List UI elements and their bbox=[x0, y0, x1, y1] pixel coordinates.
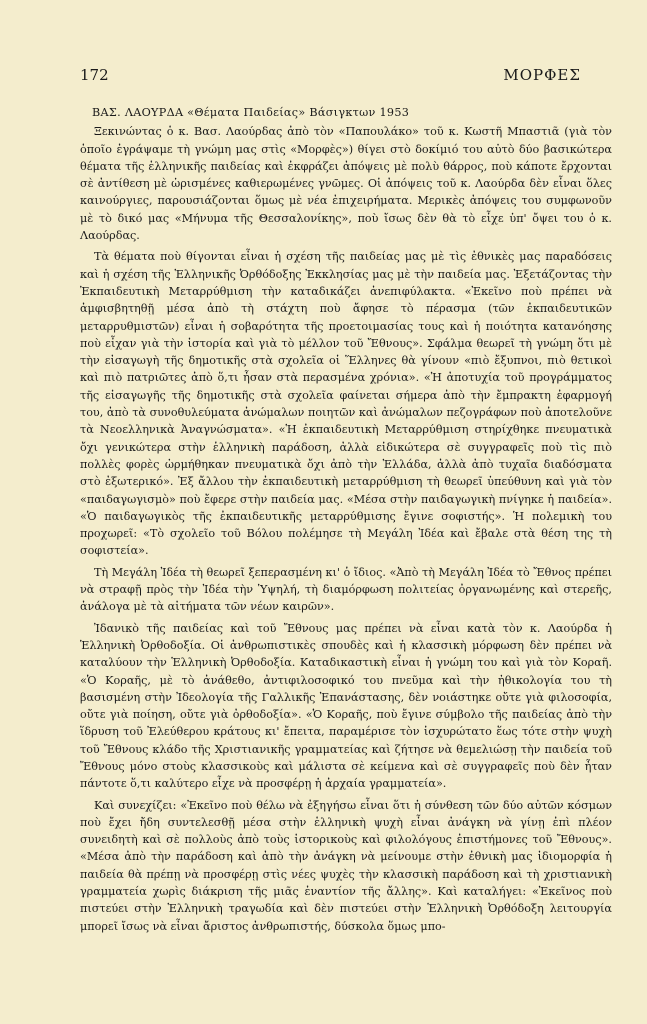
paragraph-2: Τὰ θέματα ποὺ θίγονται εἶναι ἡ σχέση τῆς παιδείας μας μὲ τὶς ἐθνικὲς μας παραδόσεις καὶ ἡ σχέση τῆς Ἑλληνικῆς Ὀρθόδοξης Ἐκκλησίας μας μὲ τὴν παιδεία μας. Ἐξετάζοντας τὴν Ἐκπαιδευτικὴ Μεταρρύθμιση τὴν καταδικάζει ἀνεπιφύλακτα. «Ἐκεῖνο ποὺ πρέπει νὰ ἀμφισβητηθῇ μέσα ἀπὸ τὴ στάχτη ποὺ ἄφησε τὸ πέρασμα (τῶν ἐκπαιδευτικῶν μεταρρυθμιστῶν) εἶναι ἡ σοβαρότητα τῆς προετοιμασίας τους καὶ ἡ ποιότητα κατανόησης ποὺ εἶχαν γιὰ τὴν ἱστορία καὶ γιὰ τὸ μέλλον τοῦ Ἔθνους». Σφάλμα θεωρεῖ τὴ γνώμη ὅτι μὲ τὴν εἰσαγωγὴ τῆς δημοτικῆς στὰ σχολεῖα οἱ Ἕλληνες θὰ γίνουν «πιὸ ἔξυπνοι, πιὸ θετικοὶ καὶ πιὸ πατριῶτες ἀπὸ ὅ,τι ἦσαν στὰ περασμένα χρόνια». «Ἡ ἀποτυχία τοῦ προγράμματος τῆς εἰσαγωγῆς τῆς δημοτικῆς στὰ σχολεῖα φαίνεται σήμερα ἀπὸ τὴν ἔμπρακτη ἐφαρμογή του, ἀπὸ τὰ συνοθυλεύματα ἀνώμαλων ποιητῶν καὶ ἀνώμαλων πεζογράφων ποὺ ἀποτελοῦνε τὰ Νεοελληνικὰ Ἀναγνώσματα». «Ἡ ἐκπαιδευτικὴ Μεταρρύθμιση στηρίχθηκε πνευματικὰ ὄχι γενικώτερα στὴν ἑλληνικὴ παράδοση, ἀλλὰ εἰδικώτερα σὲ συγγραφεῖς ποὺ τὶς πιὸ πολλὲς φορὲς ὡρμήθηκαν πνευματικὰ ὄχι ἀπὸ τὴν Ἑλλάδα, ἀλλὰ ἀπὸ τυχαῖα διαδόσματα στὸ ἐξωτερικό». Ἐξ ἄλλου τὴν ἐκπαιδευτικὴ μεταρρύθμιση τὴ θεωρεῖ ὑπεύθυνη καὶ γιὰ τὸν «παιδαγωγισμὸ» ποὺ ἔφερε στὴν παιδεία μας. «Μέσα στὴν παιδαγωγικὴ πνίγηκε ἡ παιδεία». «Ὁ παιδαγωγικὸς τῆς ἐκπαιδευτικῆς μεταρρύθμισης ἔγινε σοφιστής». Ἡ πολεμικὴ του προχωρεῖ: «Τὸ σχολεῖο τοῦ Βόλου πολέμησε τὴ Μεγάλη Ἰδέα καὶ ἔβαλε στὰ θέση της τὴ σοφιστεία». bbox=[80, 250, 612, 558]
paragraph-5: Καὶ συνεχίζει: «Ἐκεῖνο ποὺ θέλω νὰ ἐξηγήσω εἶναι ὅτι ἡ σύνθεση τῶν δύο αὐτῶν κόσμων ποὺ ἔχει ἤδη συντελεσθῇ μέσα στὴν ἑλληνικὴ ψυχὴ εἶναι ἀνάγκη νὰ γίνῃ ἐπὶ πλέον συνειδητὴ καὶ σὲ πολλοὺς ἀπὸ τοὺς ἱστορικοὺς καὶ φιλολόγους ἐπιστήμονες τοῦ Ἔθνους». «Μέσα ἀπὸ τὴν παράδοση καὶ ἀπὸ τὴν ἀνάγκη νὰ μείνουμε στὴν ἐθνικὴ μας ἰδιομορφία ἡ παιδεία θὰ πρέπῃ νὰ προσφέρῃ στὶς νέες ψυχὲς τὴν κλασσικὴ παράδοση καὶ τὴ χριστιανικὴ γραμματεία χωρὶς διάκριση τῆς μιᾶς ἐναντίον τῆς ἄλλης». Καὶ καταλήγει: «Ἐκεῖνος ποὺ πιστεύει στὴν Ἑλληνικὴ τραγωδία καὶ δὲν πιστεύει στὴν Ἑλληνικὴ Ὀρθόδοξη λειτουργία μπορεῖ ἴσως νὰ εἶναι ἄριστος ἀνθρωπιστής, δύσκολα ὅμως μπο- bbox=[80, 798, 612, 933]
running-head bbox=[80, 66, 581, 86]
paragraph-3: Τὴ Μεγάλη Ἰδέα τὴ θεωρεῖ ξεπερασμένη κι' ὁ ἴδιος. «Ἀπὸ τὴ Μεγάλη Ἰδέα τὸ Ἔθνος πρέπει νὰ στραφῇ πρὸς τὴν Ἰδέα τὴν Ὑψηλή, τὴ διαμόρφωση πολιτείας ὀργανωμένης καὶ στερεῆς, ἀνάλογα μὲ τὰ αἰτήματα τῶν νέων καιρῶν». bbox=[80, 565, 612, 614]
page-number: 172 bbox=[80, 66, 109, 84]
journal-title: ΜΟΡΦΕΣ bbox=[503, 66, 581, 84]
review-heading: ΒΑΣ. ΛΑΟΥΡΔΑ «Θέματα Παιδείας» Βάσιγκτων 1953 bbox=[92, 106, 410, 119]
article-body bbox=[80, 104, 612, 939]
paragraph-1: Ξεκινώντας ὁ κ. Βασ. Λαούρδας ἀπὸ τὸν «Παπουλάκο» τοῦ κ. Κωστῆ Μπαστιᾶ (γιὰ τὸν ὁποῖο ἐγράψαμε τὴ γνώμη μας στὶς «Μορφὲς») θίγει στὸ δοκίμιό του αὐτὸ δύο βασικώτερα θέματα τῆς ἑλληνικῆς παιδείας καὶ ἐκφράζει ἀπόψεις μὲ πολὺ θάρρος, ποὺ κάποτε ἔρχονται σὲ ἀντίθεση μὲ ὡρισμένες καθιερωμένες γνῶμες. Οἱ ἀπόψεις τοῦ κ. Λαούρδα δὲν εἶναι ὅλες καινούργιες, παρουσιάζονται ὅμως μὲ νέα ἐπιχειρήματα. Μερικὲς ἀπόψεις του συμφωνοῦν μὲ τὸ δικό μας «Μήνυμα τῆς Θεσσαλονίκης», ποὺ ἴσως δὲν θὰ τὸ εἶχε ὑπ' ὄψει του ὁ κ. Λαούρδας. bbox=[80, 125, 612, 243]
paragraph-4: Ἰδανικὸ τῆς παιδείας καὶ τοῦ Ἔθνους μας πρέπει νὰ εἶναι κατὰ τὸν κ. Λαούρδα ἡ Ἑλληνικὴ Ὀρθοδοξία. Οἱ ἀνθρωπιστικὲς σπουδὲς καὶ ἡ κλασσικὴ μόρφωση δὲν πρέπει νὰ καταλύουν τὴν Ἑλληνικὴ Ὀρθοδοξία. Καταδικαστικὴ εἶναι ἡ γνώμη του καὶ γιὰ τὸν Κοραῆ. «Ὁ Κοραῆς, μὲ τὸ ἀνάθεθο, ἀντιφιλοσοφικό του πνεῦμα καὶ τὴν ἠθικολογία του τὴ βασισμένη στὴν Ἰδεολογία τῆς Γαλλικῆς Ἐπανάστασης, δὲν νοιάστηκε οὔτε γιὰ φιλοσοφία, οὔτε γιὰ ποίηση, οὔτε γιὰ ὀρθοδοξία». «Ὁ Κοραῆς, ποὺ ἔγινε σύμβολο τῆς παιδείας ἀπὸ τὴν ἵδρυση τοῦ Ἐλεύθερου κράτους κι' ἔπειτα, παραμέρισε τὸν ἰσχυρώτατο ἕως τότε στὴν ψυχὴ τοῦ Ἔθνους κλάδο τῆς Χριστιανικῆς γραμματείας καὶ ζήτησε νὰ θεμελιώσῃ τὴν παιδεία τοῦ Ἔθνους μόνο στοὺς κλασσικοὺς καὶ μάλιστα σὲ κείμενα καὶ σὲ συγγραφεῖς ποὺ δὲν ἦταν πάντοτε ὅ,τι καλύτερο εἶχε νὰ προσφέρῃ ἡ ἀρχαία γραμματεία». bbox=[80, 621, 612, 791]
